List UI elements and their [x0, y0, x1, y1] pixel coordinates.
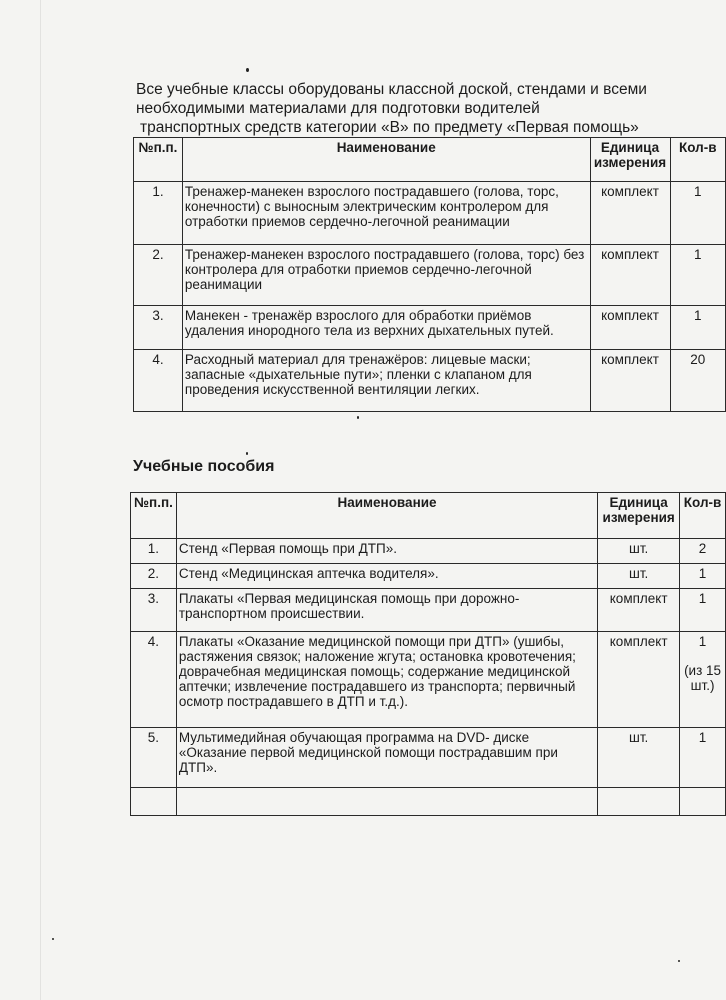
header-num: №п.п.	[134, 138, 183, 182]
row-name: Тренажер-манекен взрослого пострадавшего (голова, торс, конечности) с выносным электрическим контролером для отработки приемов сердечно-легочной реанимации	[182, 182, 590, 245]
row-qty: 20	[670, 350, 726, 412]
scan-speck	[52, 938, 54, 940]
table-row	[131, 564, 726, 589]
row-qty: 1	[698, 634, 707, 649]
row-unit: комплект	[590, 306, 670, 350]
empty-cell	[131, 788, 177, 816]
intro-paragraph	[136, 80, 726, 137]
scan-speck	[246, 452, 248, 455]
row-name: Стенд «Медицинская аптечка водителя».	[176, 564, 597, 589]
table-row-empty	[131, 788, 726, 816]
empty-cell	[680, 788, 726, 816]
row-unit: шт.	[598, 728, 680, 788]
row-unit: шт.	[598, 539, 680, 564]
row-qty: 1	[670, 306, 726, 350]
table-row	[134, 245, 726, 306]
table-row	[131, 728, 726, 788]
row-qty: 1	[680, 564, 726, 589]
row-unit: комплект	[598, 632, 680, 728]
scan-speck	[357, 416, 359, 419]
intro-line-3: транспортных средств категории «В» по предмету «Первая помощь»	[140, 119, 639, 136]
row-num: 3.	[134, 306, 183, 350]
table-row	[131, 589, 726, 632]
header-num: №п.п.	[131, 493, 177, 539]
row-name: Плакаты «Первая медицинская помощь при дорожно-транспортном происшествии.	[176, 589, 597, 632]
intro-line-1: Все учебные классы оборудованы классной доской, стендами и всеми	[136, 81, 647, 98]
study-aids-table	[130, 492, 726, 816]
row-num: 4.	[134, 350, 183, 412]
header-unit: Единица измерения	[590, 138, 670, 182]
section-title-study-aids: Учебные пособия	[133, 458, 275, 475]
table-header-row	[131, 493, 726, 539]
table-row	[134, 350, 726, 412]
header-qty: Кол-в	[670, 138, 726, 182]
header-unit: Единица измерения	[598, 493, 680, 539]
row-qty: 1	[670, 182, 726, 245]
row-qty: 2	[680, 539, 726, 564]
row-qty: 1	[670, 245, 726, 306]
table-header-row	[134, 138, 726, 182]
row-name: Манекен - тренажёр взрослого для обработки приёмов удаления инородного тела из верхних дыхательных путей.	[182, 306, 590, 350]
table-row	[134, 306, 726, 350]
scan-speck	[678, 960, 680, 962]
row-unit: комплект	[590, 350, 670, 412]
row-name: Плакаты «Оказание медицинской помощи при ДТП» (ушибы, растяжения связок; наложение жгута; остановка кровотечения; доврачебная медицинская помощь; содержание медицинской аптечки; извлечение пострадавшего из транспорта; первичный осмотр пострадавшего в ДТП и т.д.).	[176, 632, 597, 728]
table-row	[131, 632, 726, 728]
table-row	[131, 539, 726, 564]
empty-cell	[598, 788, 680, 816]
row-unit: комплект	[590, 182, 670, 245]
row-name: Мультимедийная обучающая программа на DVD- диске «Оказание первой медицинской помощи пострадавшим при ДТП».	[176, 728, 597, 788]
header-name: Наименование	[182, 138, 590, 182]
row-num: 5.	[131, 728, 177, 788]
row-qty-note: (из 15 шт.)	[684, 663, 722, 693]
row-num: 1.	[134, 182, 183, 245]
row-name: Стенд «Первая помощь при ДТП».	[176, 539, 597, 564]
page-fold-line	[40, 0, 41, 1000]
row-name: Расходный материал для тренажёров: лицевые маски; запасные «дыхательные пути»; пленки с клапаном для проведения искусственной вентиляции легких.	[182, 350, 590, 412]
row-num: 2.	[134, 245, 183, 306]
equipment-table	[133, 137, 726, 412]
scan-speck	[246, 68, 249, 72]
row-num: 4.	[131, 632, 177, 728]
row-unit: комплект	[590, 245, 670, 306]
row-name: Тренажер-манекен взрослого пострадавшего (голова, торс) без контролера для отработки приемов сердечно-легочной реанимации	[182, 245, 590, 306]
row-num: 1.	[131, 539, 177, 564]
row-num: 2.	[131, 564, 177, 589]
row-unit: комплект	[598, 589, 680, 632]
row-qty-cell	[680, 632, 726, 728]
intro-line-2: необходимыми материалами для подготовки водителей	[136, 100, 540, 117]
row-qty: 1	[680, 728, 726, 788]
row-qty: 1	[680, 589, 726, 632]
row-num: 3.	[131, 589, 177, 632]
row-unit: шт.	[598, 564, 680, 589]
empty-cell	[176, 788, 597, 816]
header-qty: Кол-в	[680, 493, 726, 539]
header-name: Наименование	[176, 493, 597, 539]
table-row	[134, 182, 726, 245]
